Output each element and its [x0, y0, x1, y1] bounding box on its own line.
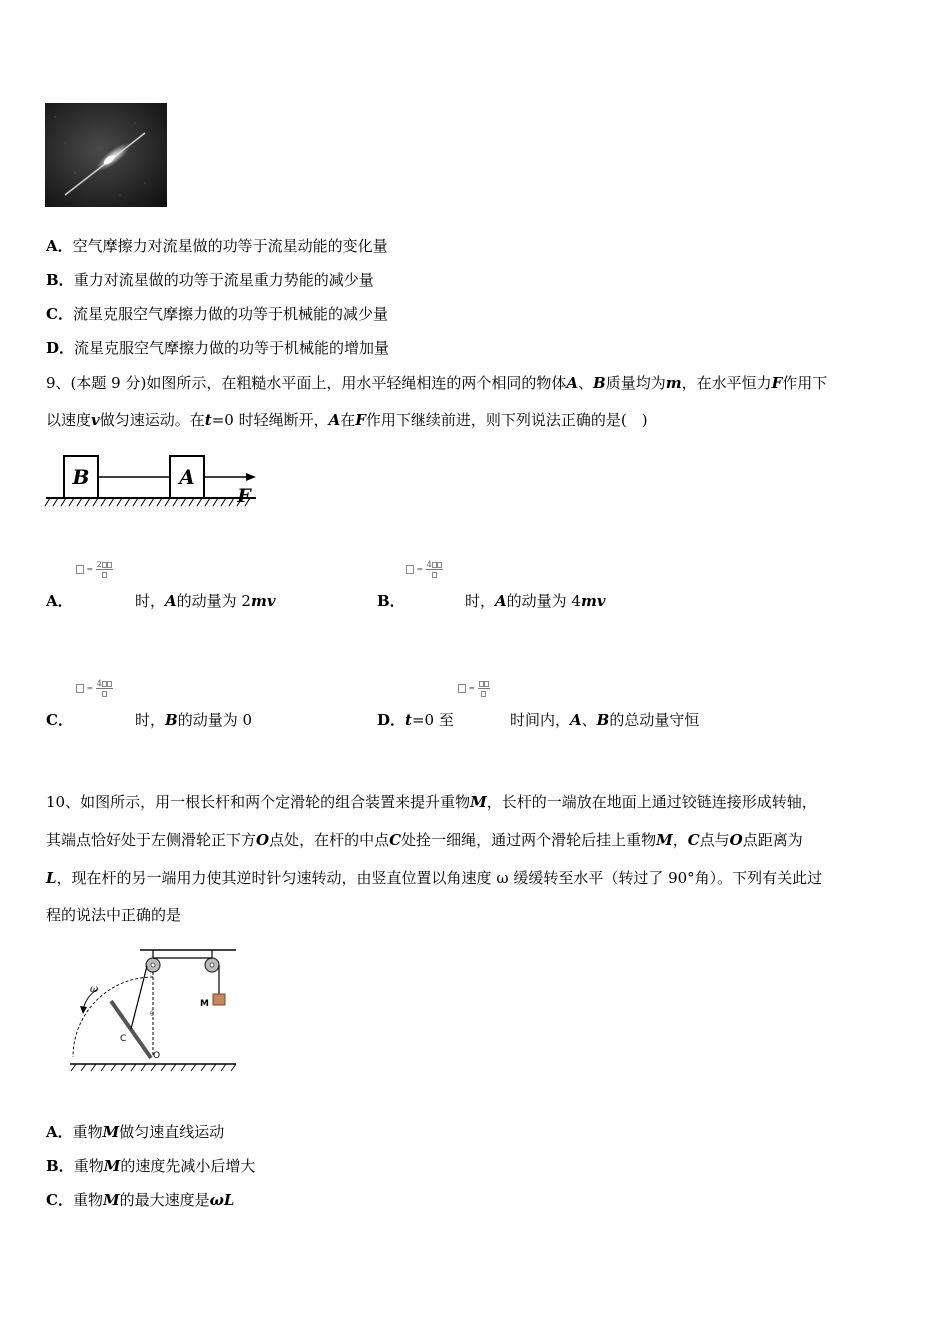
q8-option-d[interactable]: D．流星克服空气摩擦力做的功等于机械能的增加量: [46, 339, 390, 357]
q8-option-c[interactable]: C．流星克服空气摩擦力做的功等于机械能的减少量: [46, 305, 388, 323]
q10-option-c[interactable]: C．重物M的最大速度是ωL: [46, 1191, 235, 1209]
q10-stem-line1: 10、如图所示，用一根长杆和两个定滑轮的组合装置来提升重物M，长杆的一端放在地面上通过铰链连接形成转轴，: [46, 793, 817, 811]
q9-option-c-formula: = 4: [76, 679, 113, 698]
q10-label-o: O: [153, 1051, 161, 1061]
q9-option-d-text: 时间内，A、B的总动量守恒: [510, 711, 700, 729]
q10-option-b[interactable]: B．重物M的速度先减小后增大: [46, 1157, 256, 1175]
q9-option-a-text: 时，A的动量为 2mv: [135, 592, 276, 610]
q8-option-b[interactable]: B．重力对流星做的功等于流星重力势能的减少量: [46, 271, 374, 289]
q9-option-b-text: 时，A的动量为 4mv: [465, 592, 606, 610]
q9-blocks-figure: [44, 440, 264, 510]
meteor-photo: [45, 103, 167, 207]
q9-option-c[interactable]: C．: [46, 711, 73, 729]
q9-option-b-formula: = 4: [406, 560, 443, 579]
q10-label-omega: ω: [90, 984, 99, 995]
q9-option-b[interactable]: B．: [377, 592, 405, 610]
q10-pulley-figure: [64, 944, 244, 1074]
q10-stem-line4: 程的说法中正确的是: [46, 906, 182, 924]
q9-option-d[interactable]: D．t=0 至: [377, 711, 454, 729]
q8-option-a[interactable]: A．空气摩擦力对流星做的功等于流星动能的变化量: [46, 237, 388, 255]
q10-stem-line2: 其端点恰好处于左侧滑轮正下方O点处，在杆的中点C处拴一细绳，通过两个滑轮后挂上重物M，C点与O点距离为: [46, 831, 803, 849]
q9-label-a: A: [179, 465, 195, 489]
q9-option-a[interactable]: A．: [46, 592, 73, 610]
q10-option-a[interactable]: A．重物M做匀速直线运动: [46, 1123, 225, 1141]
q9-option-c-text: 时，B的动量为 0: [135, 711, 253, 729]
q9-option-d-formula: =: [458, 679, 490, 698]
q9-option-a-formula: = 2: [76, 560, 113, 579]
q10-label-m: M: [200, 999, 209, 1009]
q10-stem-line3: L，现在杆的另一端用力使其逆时针匀速转动，由竖直位置以角速度 ω 缓缓转至水平（转过了 90°角）。下列有关此过: [46, 869, 823, 887]
q10-label-c: C: [120, 1034, 127, 1044]
q9-stem-line1: 9、(本题 9 分)如图所示，在粗糙水平面上，用水平轻绳相连的两个相同的物体A、B质量均为m，在水平恒力F作用下: [46, 374, 828, 392]
q9-label-b: B: [72, 465, 90, 489]
q9-label-f: F: [237, 485, 251, 507]
svg-text:θ: θ: [150, 1010, 155, 1018]
q9-stem-line2: 以速度v做匀速运动。在t=0 时轻绳断开，A在F作用下继续前进，则下列说法正确的是( ): [46, 411, 648, 429]
